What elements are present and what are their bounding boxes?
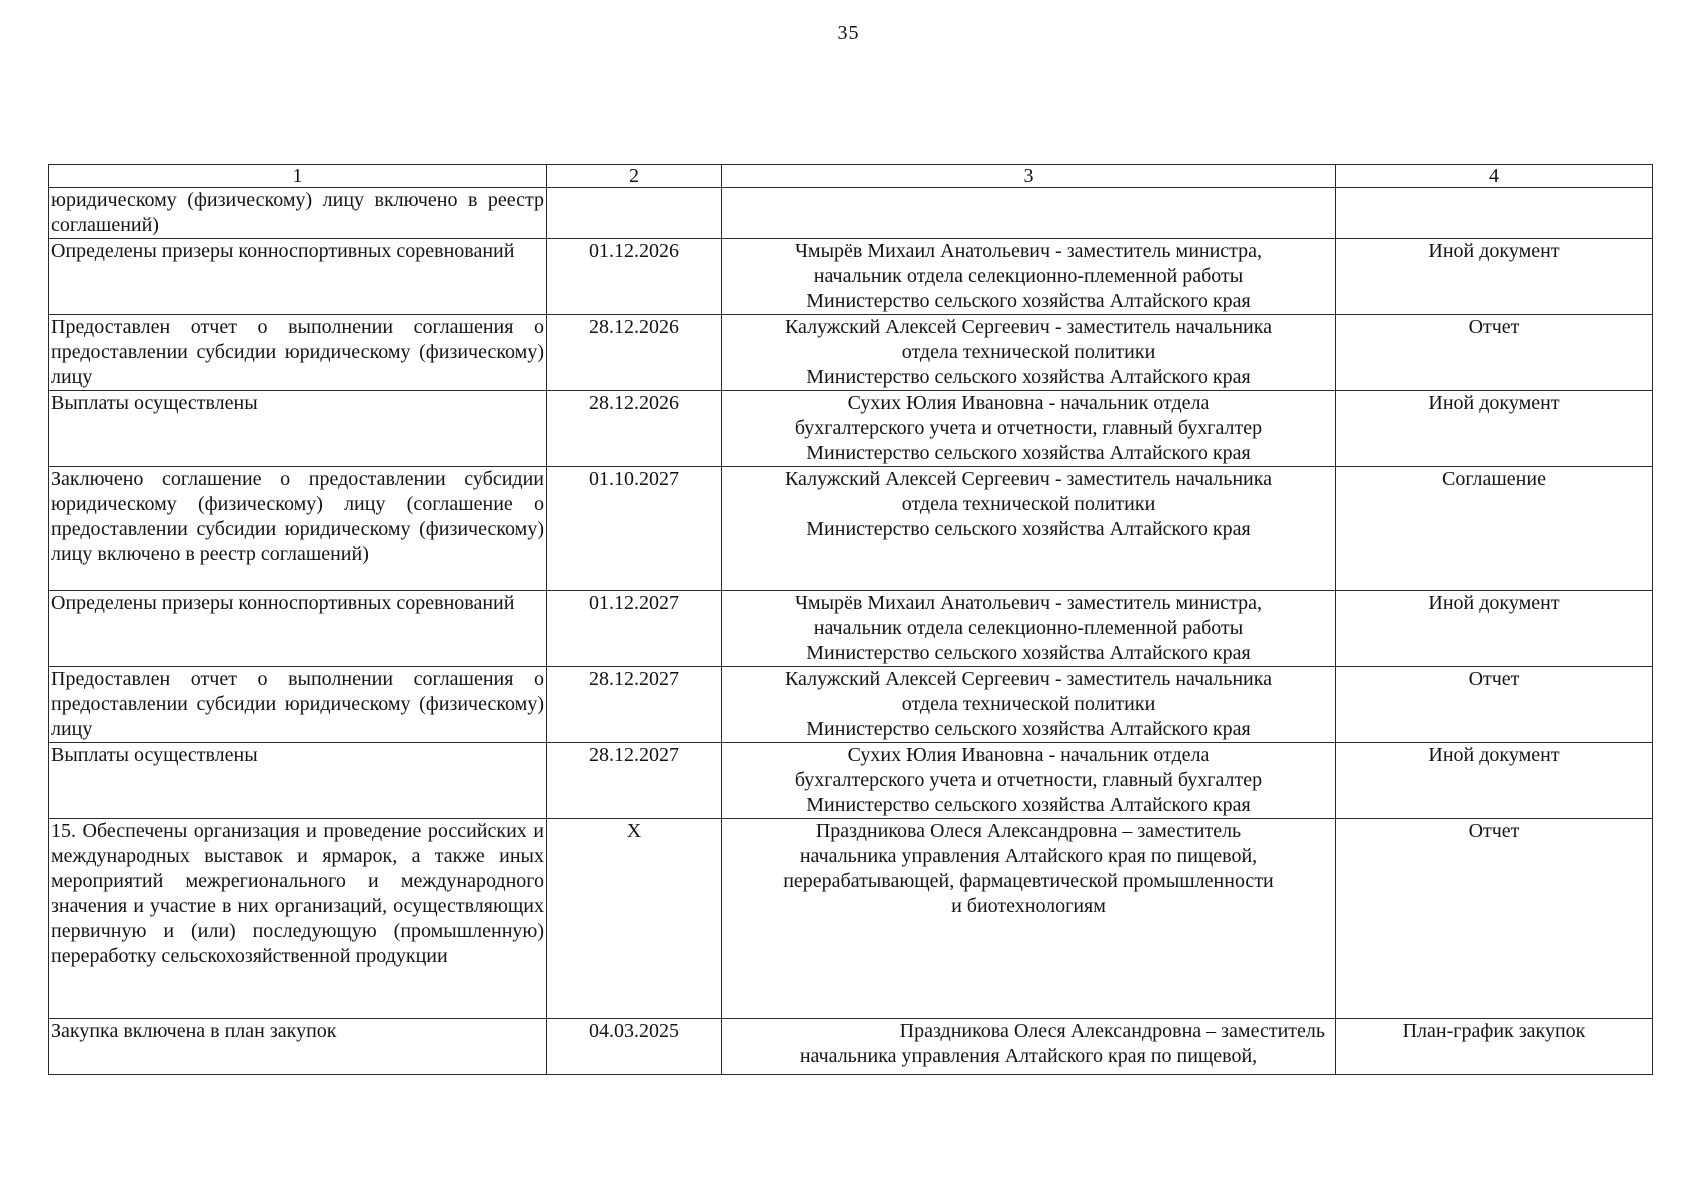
event-description: Определены призеры конноспортивных соревнований [49, 239, 547, 315]
table-row [49, 391, 1653, 467]
table-row [49, 743, 1653, 819]
column-header-2: 2 [547, 165, 722, 188]
event-date: 04.03.2025 [547, 1019, 722, 1075]
responsible-line: отдела технической политики [901, 493, 1156, 515]
responsible-person [722, 188, 1336, 239]
column-header-1: 1 [49, 165, 547, 188]
responsible-line: Министерство сельского хозяйства Алтайского края [806, 642, 1251, 664]
responsible-line: Калужский Алексей Сергеевич - заместитель начальника [784, 316, 1273, 338]
responsible-line: Сухих Юлия Ивановна - начальник отдела [847, 392, 1210, 414]
responsible-person [722, 591, 1336, 667]
schedule-table [48, 164, 1653, 1075]
event-date: 01.12.2026 [547, 239, 722, 315]
event-date [547, 188, 722, 239]
event-description: Выплаты осуществлены [49, 743, 547, 819]
responsible-line: Чмырёв Михаил Анатольевич - заместитель министра, [794, 592, 1263, 614]
responsible-line: Праздникова Олеся Александровна – заместитель [815, 820, 1242, 842]
responsible-line: отдела технической политики [901, 693, 1156, 715]
responsible-person [722, 743, 1336, 819]
responsible-line: Чмырёв Михаил Анатольевич - заместитель министра, [794, 240, 1263, 262]
responsible-line: Праздникова Олеся Александровна – заместитель [899, 1020, 1325, 1042]
responsible-line: Министерство сельского хозяйства Алтайского края [806, 366, 1251, 388]
responsible-person [722, 667, 1336, 743]
responsible-line: Министерство сельского хозяйства Алтайского края [806, 442, 1251, 464]
responsible-person [722, 391, 1336, 467]
responsible-line: Сухих Юлия Ивановна - начальник отдела [847, 744, 1210, 766]
responsible-person [722, 315, 1336, 391]
responsible-line: начальник отдела селекционно-племенной работы [813, 617, 1244, 639]
column-header-4: 4 [1336, 165, 1653, 188]
responsible-line: Министерство сельского хозяйства Алтайского края [806, 290, 1251, 312]
document-type: Иной документ [1336, 391, 1653, 467]
document-type: Иной документ [1336, 239, 1653, 315]
event-date: 01.12.2027 [547, 591, 722, 667]
responsible-person [722, 1019, 1336, 1075]
responsible-line: отдела технической политики [901, 341, 1156, 363]
responsible-line: Министерство сельского хозяйства Алтайского края [806, 518, 1251, 540]
table-row [49, 819, 1653, 1019]
responsible-line: Министерство сельского хозяйства Алтайского края [806, 718, 1251, 740]
table-header-row [49, 165, 1653, 188]
responsible-line: начальника управления Алтайского края по пищевой, [799, 1045, 1258, 1067]
responsible-person [722, 467, 1336, 591]
responsible-person [722, 239, 1336, 315]
document-type: Отчет [1336, 667, 1653, 743]
table-row [49, 667, 1653, 743]
event-date: 28.12.2027 [547, 743, 722, 819]
document-type: Соглашение [1336, 467, 1653, 591]
responsible-line: перерабатывающей, фармацевтической промышленности [783, 870, 1274, 892]
event-date: 28.12.2026 [547, 315, 722, 391]
event-description: 15. Обеспечены организация и проведение российских и международных выставок и ярмарок, а также иных мероприятий межрегионального и международного значения и участие в них организаций, осуществляющих первичную и (или) последующую (промышленную) переработку сельскохозяйственной продукции [49, 819, 547, 1019]
table-row [49, 1019, 1653, 1075]
document-type: Иной документ [1336, 591, 1653, 667]
table-row [49, 591, 1653, 667]
document-type: План-график закупок [1336, 1019, 1653, 1075]
event-description: юридическому (физическому) лицу включено в реестр соглашений) [49, 188, 547, 239]
responsible-line: бухгалтерского учета и отчетности, главный бухгалтер [794, 417, 1263, 439]
table-row [49, 315, 1653, 391]
responsible-line: начальника управления Алтайского края по пищевой, [799, 845, 1258, 867]
event-date: X [547, 819, 722, 1019]
event-description: Предоставлен отчет о выполнении соглашения о предоставлении субсидии юридическому (физическому) лицу [49, 315, 547, 391]
column-header-3: 3 [722, 165, 1336, 188]
document-type: Отчет [1336, 315, 1653, 391]
event-date: 01.10.2027 [547, 467, 722, 591]
event-description: Выплаты осуществлены [49, 391, 547, 467]
responsible-line: Калужский Алексей Сергеевич - заместитель начальника [784, 668, 1273, 690]
table-row [49, 188, 1653, 239]
responsible-line: бухгалтерского учета и отчетности, главный бухгалтер [794, 769, 1263, 791]
table-row [49, 239, 1653, 315]
table-row [49, 467, 1653, 591]
document-type: Отчет [1336, 819, 1653, 1019]
event-description: Определены призеры конноспортивных соревнований [49, 591, 547, 667]
event-date: 28.12.2026 [547, 391, 722, 467]
event-description: Закупка включена в план закупок [49, 1019, 547, 1075]
page-number: 35 [837, 22, 860, 44]
responsible-line: начальник отдела селекционно-племенной работы [813, 265, 1244, 287]
event-date: 28.12.2027 [547, 667, 722, 743]
document-type: Иной документ [1336, 743, 1653, 819]
responsible-line: Министерство сельского хозяйства Алтайского края [806, 794, 1251, 816]
document-type [1336, 188, 1653, 239]
responsible-person [722, 819, 1336, 1019]
responsible-line: и биотехнологиям [951, 895, 1106, 917]
event-description: Предоставлен отчет о выполнении соглашения о предоставлении субсидии юридическому (физическому) лицу [49, 667, 547, 743]
event-description: Заключено соглашение о предоставлении субсидии юридическому (физическому) лицу (соглашение о предоставлении субсидии юридическому (физическому) лицу включено в реестр соглашений) [49, 467, 547, 591]
responsible-line: Калужский Алексей Сергеевич - заместитель начальника [784, 468, 1273, 490]
